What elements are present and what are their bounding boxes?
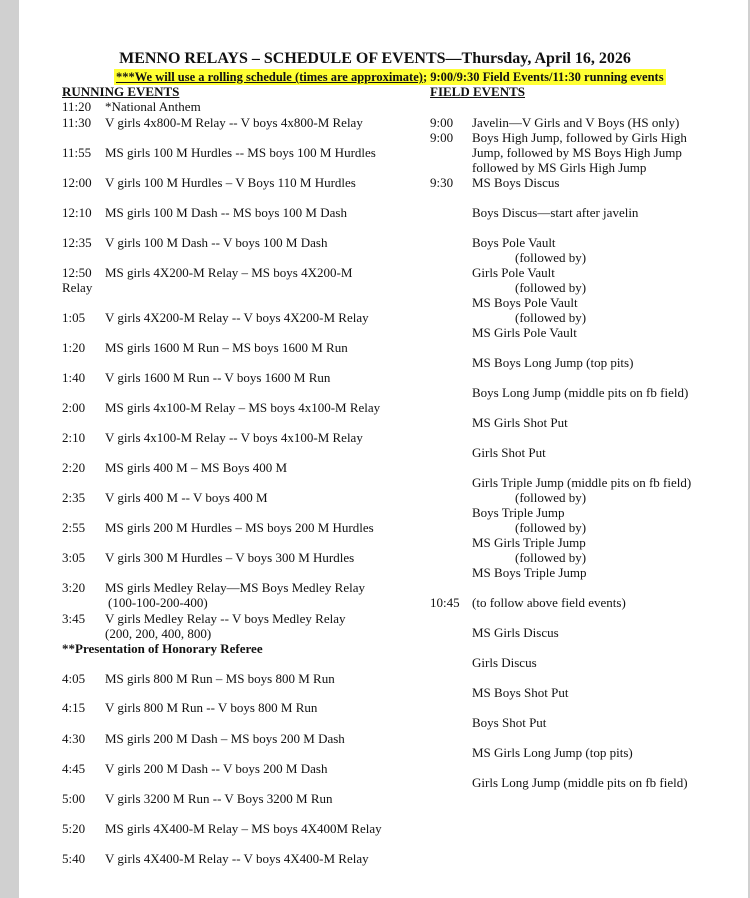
running-time: 1:05 bbox=[62, 310, 86, 325]
field-event: Boys High Jump, followed by Girls High bbox=[472, 130, 687, 145]
running-event: MS girls 4X400-M Relay – MS boys 4X400M Relay bbox=[105, 821, 382, 836]
running-time: 5:00 bbox=[62, 791, 86, 806]
field-event: Jump, followed by MS Boys High Jump bbox=[472, 145, 682, 160]
running-event: Relay bbox=[62, 280, 93, 295]
running-time: 1:40 bbox=[62, 370, 86, 385]
field-event: Girls Long Jump (middle pits on fb field) bbox=[472, 775, 688, 790]
field-event: MS Girls Triple Jump bbox=[472, 535, 586, 550]
field-event: (followed by) bbox=[515, 250, 587, 265]
field-event: (followed by) bbox=[515, 280, 587, 295]
running-time: 11:20 bbox=[62, 99, 92, 114]
field-event: MS Boys Shot Put bbox=[472, 685, 569, 700]
field-event: Boys Triple Jump bbox=[472, 505, 565, 520]
field-time: 9:30 bbox=[430, 175, 454, 190]
running-event: V girls Medley Relay -- V boys Medley Relay bbox=[105, 611, 346, 626]
running-event: V girls 4x800-M Relay -- V boys 4x800-M Relay bbox=[105, 115, 363, 130]
schedule-note bbox=[114, 69, 666, 85]
running-event: V girls 3200 M Run -- V Boys 3200 M Run bbox=[105, 791, 333, 806]
field-event: (followed by) bbox=[515, 520, 587, 535]
running-time: 3:05 bbox=[62, 550, 86, 565]
running-time: 12:00 bbox=[62, 175, 92, 190]
running-event: MS girls 200 M Dash – MS boys 200 M Dash bbox=[105, 731, 345, 746]
running-event: MS girls 1600 M Run – MS boys 1600 M Run bbox=[105, 340, 348, 355]
field-time: 10:45 bbox=[430, 595, 460, 610]
running-time: 12:10 bbox=[62, 205, 92, 220]
running-event: V girls 800 M Run -- V boys 800 M Run bbox=[105, 700, 318, 715]
running-event: V girls 300 M Hurdles – V boys 300 M Hurdles bbox=[105, 550, 355, 565]
running-time: 2:55 bbox=[62, 520, 86, 535]
field-event: (followed by) bbox=[515, 550, 587, 565]
field-event: Girls Discus bbox=[472, 655, 537, 670]
running-time: 3:20 bbox=[62, 580, 86, 595]
running-time: 4:30 bbox=[62, 731, 86, 746]
field-event: MS Boys Pole Vault bbox=[472, 295, 578, 310]
running-time: 5:40 bbox=[62, 851, 86, 866]
running-event: *National Anthem bbox=[105, 99, 201, 114]
running-event: V girls 4X400-M Relay -- V boys 4X400-M Relay bbox=[105, 851, 369, 866]
rolling-schedule-note: ***We will use a rolling schedule (times are approximate) bbox=[116, 70, 423, 84]
running-event: MS girls Medley Relay—MS Boys Medley Relay bbox=[105, 580, 365, 595]
running-time: 2:10 bbox=[62, 430, 86, 445]
field-event: Boys Long Jump (middle pits on fb field) bbox=[472, 385, 689, 400]
running-event: MS girls 200 M Hurdles – MS boys 200 M Hurdles bbox=[105, 520, 374, 535]
running-time: 2:20 bbox=[62, 460, 86, 475]
running-event: MS girls 4X200-M Relay – MS boys 4X200-M bbox=[105, 265, 353, 280]
running-time: 3:45 bbox=[62, 611, 86, 626]
running-event: V girls 200 M Dash -- V boys 200 M Dash bbox=[105, 761, 328, 776]
running-event: MS girls 4x100-M Relay – MS boys 4x100-M Relay bbox=[105, 400, 381, 415]
running-event: V girls 400 M -- V boys 400 M bbox=[105, 490, 268, 505]
field-time: 9:00 bbox=[430, 130, 454, 145]
running-time: 2:35 bbox=[62, 490, 86, 505]
field-event: (followed by) bbox=[515, 490, 587, 505]
running-event: MS girls 800 M Run – MS boys 800 M Run bbox=[105, 671, 335, 686]
running-event: MS girls 400 M – MS Boys 400 M bbox=[105, 460, 288, 475]
running-events-header: RUNNING EVENTS bbox=[62, 84, 180, 99]
running-time: 1:20 bbox=[62, 340, 86, 355]
field-event: Girls Pole Vault bbox=[472, 265, 555, 280]
running-event: V girls 100 M Dash -- V boys 100 M Dash bbox=[105, 235, 328, 250]
running-event: V girls 4x100-M Relay -- V boys 4x100-M Relay bbox=[105, 430, 363, 445]
running-event: V girls 4X200-M Relay -- V boys 4X200-M Relay bbox=[105, 310, 369, 325]
running-event: MS girls 100 M Dash -- MS boys 100 M Dash bbox=[105, 205, 347, 220]
field-event: MS Boys Long Jump (top pits) bbox=[472, 355, 634, 370]
field-event: Girls Triple Jump (middle pits on fb field) bbox=[472, 475, 692, 490]
page-title: MENNO RELAYS – SCHEDULE OF EVENTS—Thursday, April 16, 2026 bbox=[119, 50, 631, 67]
field-events-header: FIELD EVENTS bbox=[430, 84, 525, 99]
running-time: 12:35 bbox=[62, 235, 92, 250]
field-event: MS Boys Discus bbox=[472, 175, 560, 190]
field-event: followed by MS Girls High Jump bbox=[472, 160, 647, 175]
field-event: MS Girls Long Jump (top pits) bbox=[472, 745, 633, 760]
running-event: V girls 100 M Hurdles – V Boys 110 M Hurdles bbox=[105, 175, 356, 190]
field-event: Boys Shot Put bbox=[472, 715, 547, 730]
field-event: Girls Shot Put bbox=[472, 445, 546, 460]
running-event: V girls 1600 M Run -- V boys 1600 M Run bbox=[105, 370, 331, 385]
start-times-note: ; 9:00/9:30 Field Events/11:30 running events bbox=[422, 70, 664, 84]
running-time: 2:00 bbox=[62, 400, 86, 415]
running-time: 4:45 bbox=[62, 761, 86, 776]
running-time: 4:05 bbox=[62, 671, 86, 686]
running-time: 11:55 bbox=[62, 145, 92, 160]
field-event: Boys Pole Vault bbox=[472, 235, 556, 250]
field-event: MS Girls Pole Vault bbox=[472, 325, 577, 340]
field-event: (followed by) bbox=[515, 310, 587, 325]
field-event: (to follow above field events) bbox=[472, 595, 626, 610]
field-event: MS Girls Discus bbox=[472, 625, 559, 640]
field-time: 9:00 bbox=[430, 115, 454, 130]
field-event: Boys Discus—start after javelin bbox=[472, 205, 639, 220]
running-time: 4:15 bbox=[62, 700, 86, 715]
running-event: (200, 200, 400, 800) bbox=[105, 626, 212, 641]
running-event: **Presentation of Honorary Referee bbox=[62, 641, 263, 656]
running-time: 12:50 bbox=[62, 265, 92, 280]
field-event: Javelin—V Girls and V Boys (HS only) bbox=[472, 115, 680, 130]
field-event: MS Boys Triple Jump bbox=[472, 565, 587, 580]
running-time: 11:30 bbox=[62, 115, 92, 130]
running-time: 5:20 bbox=[62, 821, 86, 836]
field-event: MS Girls Shot Put bbox=[472, 415, 568, 430]
running-event: (100-100-200-400) bbox=[108, 595, 208, 610]
running-event: MS girls 100 M Hurdles -- MS boys 100 M Hurdles bbox=[105, 145, 376, 160]
